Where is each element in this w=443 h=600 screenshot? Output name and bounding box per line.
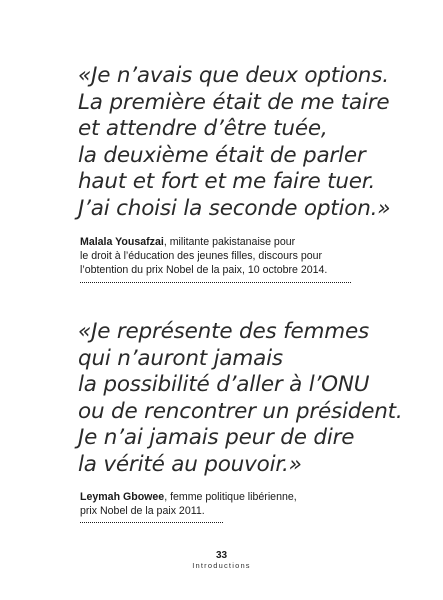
attribution-malala [80, 235, 327, 277]
author-description: , militante pakistanaise pour [163, 236, 296, 248]
attribution-gbowee [80, 490, 297, 518]
quote-line: et attendre d’être tuée, [78, 116, 328, 142]
quote-line: ou de rencontrer un président. [78, 398, 403, 424]
quote-line: la vérité au pouvoir.» [78, 451, 302, 477]
quote-line: «Je représente des femmes [78, 319, 370, 344]
page-number: 33 [215, 550, 228, 561]
author-name: Malala Yousafzai [80, 236, 164, 248]
attribution-line: le droit à l’éducation des jeunes filles, discours pour [80, 250, 323, 262]
dotted-divider [80, 282, 351, 283]
quote-line: la possibilité d’aller à l’ONU [78, 372, 370, 398]
author-name: Leymah Gbowee [80, 491, 165, 503]
author-description: , femme politique libérienne, [164, 491, 297, 503]
quote-line: Je n’ai jamais peur de dire [78, 425, 355, 451]
attribution-line: l’obtention du prix Nobel de la paix, 10 octobre 2014. [80, 264, 328, 276]
quote-malala [78, 63, 390, 223]
attribution-line [80, 235, 327, 249]
quote-line: J’ai choisi la seconde option.» [78, 195, 391, 221]
quote-gbowee [78, 319, 403, 479]
attribution-line: prix Nobel de la paix 2011. [80, 505, 205, 517]
quote-line: «Je n’avais que deux options. [78, 63, 389, 88]
quote-line: haut et fort et me faire tuer. [78, 169, 376, 195]
quote-line: la deuxième était de parler [78, 142, 366, 168]
quote-line: La première était de me taire [78, 89, 390, 115]
dotted-divider [80, 522, 223, 523]
section-name: Introductions [192, 561, 251, 570]
quote-line: qui n’auront jamais [78, 345, 283, 371]
attribution-line [80, 490, 297, 504]
